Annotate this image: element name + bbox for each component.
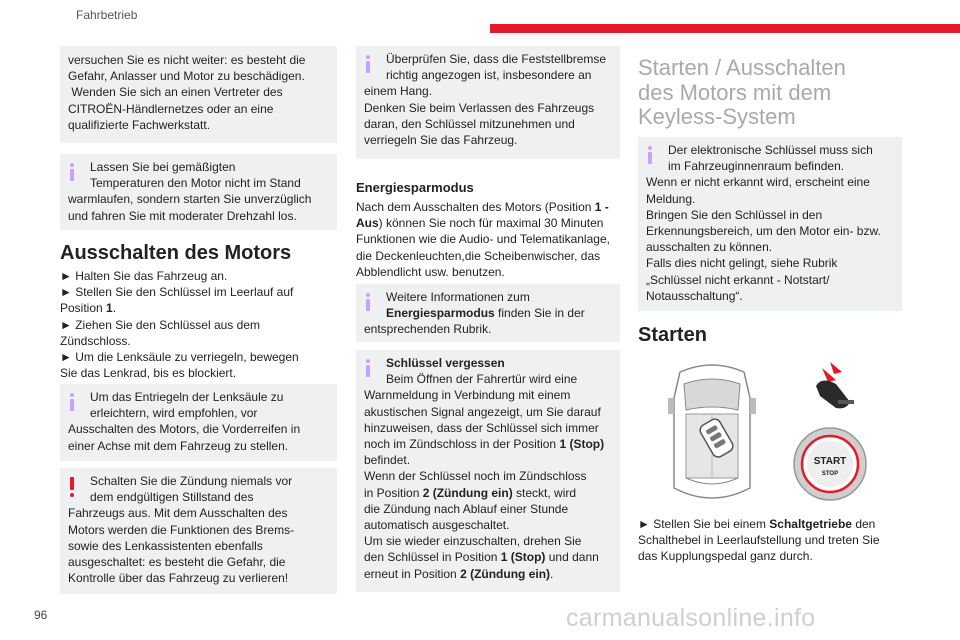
box-line: Temperaturen den Motor nicht im Stand — [90, 176, 301, 191]
start-stop-button-icon — [794, 428, 866, 500]
box-line: Wenn der Schlüssel noch im Zündschloss — [364, 469, 587, 484]
box-line: Meldung. — [646, 191, 696, 206]
text-line: Nach dem Ausschalten des Motors (Position 1 - — [356, 200, 609, 214]
box-line: dem endgültigen Stillstand des — [90, 490, 254, 505]
box-line: Um das Entriegeln der Lenksäule zu — [90, 390, 284, 404]
box-line: Weitere Informationen zum — [386, 290, 530, 304]
info-icon — [366, 359, 370, 377]
box-line: verriegeln Sie das Fahrzeug. — [364, 133, 518, 148]
box-line: Energiesparmodus finden Sie in der — [386, 306, 585, 321]
step-line: ► Ziehen Sie den Schlüssel aus dem — [60, 317, 260, 332]
box-line: die Zündung nach Ablauf einer Stunde — [364, 501, 569, 516]
box-line: Denken Sie beim Verlassen des Fahrzeugs — [364, 100, 595, 115]
steps-ausschalten — [60, 268, 340, 381]
keyless-start-illustration — [650, 358, 890, 510]
step-starten — [638, 516, 908, 565]
box-line: Gefahr, Anlasser und Motor zu beschädigen. — [68, 69, 305, 84]
box-line: automatisch ausgeschaltet. — [364, 518, 510, 533]
heading-ausschalten: Ausschalten des Motors — [60, 242, 292, 264]
info-box-energy-more — [356, 284, 620, 342]
info-box-steering-lock — [60, 384, 337, 461]
text-line: Abblendlicht usw. benutzen. — [356, 264, 505, 279]
box-line: noch im Zündschloss in der Position 1 (Stop) — [364, 437, 605, 452]
box-line: Wenden Sie sich an einen Vertreter des — [68, 85, 283, 100]
start-label: START — [813, 456, 847, 467]
box-line: Wenn er nicht erkannt wird, erscheint eine — [646, 175, 870, 190]
step-line: Zündschloss. — [60, 333, 131, 348]
step-line: Sie das Lenkrad, bis es blockiert. — [60, 366, 237, 381]
box-line: Um sie wieder einzuschalten, drehen Sie — [364, 534, 582, 549]
step-line: Schalthebel in Leerlaufstellung und treten Sie — [638, 533, 880, 548]
info-icon — [648, 146, 652, 164]
continued-warning-box — [60, 46, 337, 143]
box-line: warmlaufen, sondern starten Sie unverzüglich — [68, 192, 312, 207]
info-box-keyless — [638, 137, 902, 311]
step-line: ► Stellen Sie den Schlüssel im Leerlauf auf — [60, 285, 294, 300]
box-line: und fahren Sie mit moderater Drehzahl los. — [68, 208, 297, 223]
box-line: qualifizierte Fachwerkstatt. — [68, 117, 211, 132]
title-line: Keyless-System — [638, 104, 796, 129]
info-icon — [366, 55, 370, 73]
box-line: Kontrolle über das Fahrzeug zu verlieren! — [68, 571, 289, 586]
box-line: Notausschaltung“. — [646, 288, 743, 303]
step-line: ► Halten Sie das Fahrzeug an. — [60, 269, 228, 283]
box-line: Warnmeldung in Verbindung mit einem — [364, 388, 571, 403]
box-line: CITROËN-Händlernetzes oder an eine — [68, 101, 274, 116]
box-line: erleichtern, wird empfohlen, vor — [90, 406, 258, 421]
box-line: Überprüfen Sie, dass die Feststellbremse — [386, 52, 607, 66]
box-line: entsprechenden Rubrik. — [364, 322, 492, 337]
step-line: Position 1. — [60, 301, 117, 316]
info-icon — [366, 293, 370, 311]
box-line: befindet. — [364, 453, 411, 468]
stop-label: STOP — [821, 471, 839, 477]
keyless-title — [638, 56, 846, 130]
step-line: das Kupplungspedal ganz durch. — [638, 549, 813, 564]
warning-icon — [70, 477, 74, 499]
text-line: Aus) können Sie noch für maximal 30 Minuten — [356, 216, 604, 231]
box-line: ausschalten zu können. — [646, 240, 773, 255]
box-line: Falls dies nicht gelingt, siehe Rubrik — [646, 256, 838, 271]
box-line: hinzuweisen, dass der Schlüssel sich immer — [364, 420, 599, 435]
box-line: einem Hang. — [364, 84, 433, 99]
box-line: Der elektronische Schlüssel muss sich — [668, 143, 873, 157]
watermark: carmanualsonline.info — [566, 604, 816, 632]
box-line: ausgeschaltet: es besteht die Gefahr, die — [68, 555, 286, 570]
title-line: des Motors mit dem — [638, 79, 832, 105]
box-line: den Schlüssel in Position 1 (Stop) und dann — [364, 550, 599, 565]
step-line: ► Um die Lenksäule zu verriegeln, bewegen — [60, 350, 299, 365]
page-number: 96 — [34, 608, 48, 622]
box-line: Beim Öffnen der Fahrertür wird eine — [386, 372, 578, 387]
box-line: Motors werden die Funktionen des Brems- — [68, 522, 295, 537]
heading-starten: Starten — [638, 324, 707, 346]
box-line: Schlüssel vergessen — [386, 356, 505, 370]
box-line: richtig angezogen ist, insbesondere an — [386, 68, 592, 83]
energy-paragraph — [356, 199, 624, 280]
box-line: Erkennungsbereich, um den Motor ein- bzw. — [646, 224, 881, 239]
box-line: Fahrzeugs aus. Mit dem Ausschalten des — [68, 506, 288, 521]
box-line: daran, den Schlüssel mitzunehmen und — [364, 116, 575, 131]
section-title: Fahrbetrieb — [76, 8, 138, 22]
box-line: in Position 2 (Zündung ein) steckt, wird — [364, 485, 577, 500]
box-line: Ausschalten des Motors, die Vorderreifen in — [68, 422, 301, 437]
info-icon — [70, 393, 74, 411]
box-line: im Fahrzeuginnenraum befinden. — [668, 159, 845, 174]
box-line: versuchen Sie es nicht weiter: es besteht die — [68, 53, 306, 67]
title-line: Starten / Ausschalten — [638, 55, 846, 80]
info-box-parking-brake — [356, 46, 620, 159]
box-line: akustischen Signal angezeigt, um Sie darauf — [364, 404, 601, 419]
box-line: Bringen Sie den Schlüssel in den — [646, 207, 823, 222]
info-box-warmup — [60, 154, 337, 230]
box-line: Lassen Sie bei gemäßigten — [90, 160, 236, 174]
box-line: erneut in Position 2 (Zündung ein). — [364, 566, 554, 581]
info-icon — [70, 163, 74, 181]
text-line: Funktionen wie die Audio- und Telematikanlage, — [356, 232, 610, 247]
box-line: einer Achse mit dem Fahrzeug zu stellen. — [68, 438, 289, 453]
section-accent-bar — [490, 24, 960, 33]
box-line: Schalten Sie die Zündung niemals vor — [90, 474, 293, 488]
step-line: ► Stellen Sie bei einem Schaltgetriebe den — [638, 517, 876, 531]
heading-energiesparmodus: Energiesparmodus — [356, 180, 474, 195]
info-box-key-forgotten — [356, 350, 620, 592]
box-line: sowie des Lenkassistenten ebenfalls — [68, 538, 263, 553]
foot-pedal-icon — [816, 362, 854, 408]
box-line: „Schlüssel nicht erkannt - Notstart/ — [646, 272, 830, 287]
warning-box-ignition — [60, 468, 337, 594]
text-line: die Deckenleuchten,die Scheibenwischer, das — [356, 248, 601, 263]
